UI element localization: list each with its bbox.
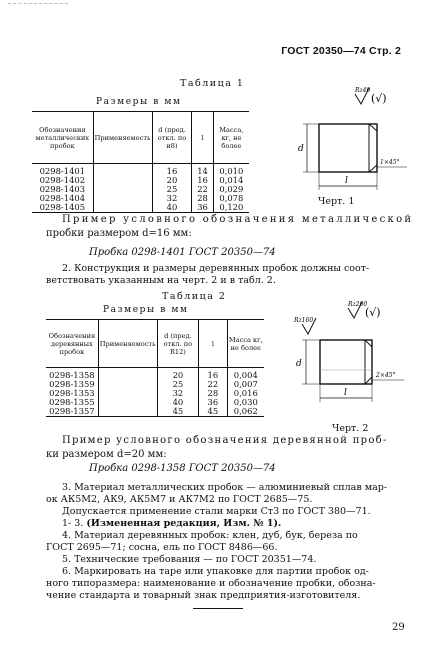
para2-line1: 2. Конструкция и размеры деревянных пробок должны соот- xyxy=(62,263,370,274)
table-cell xyxy=(98,398,157,407)
table-cell: 20 xyxy=(152,176,192,185)
table-cell: 40 xyxy=(157,398,198,407)
table-cell xyxy=(93,164,152,177)
table-cell: 0298-1402 xyxy=(39,175,86,185)
table-cell: 45 xyxy=(157,407,198,417)
table-cell: 0,010 xyxy=(213,164,249,177)
table1-col-name: Обозначения металлических пробок xyxy=(32,112,93,164)
table2-col-l: l xyxy=(199,320,227,368)
fig2-surface-sign: (√) xyxy=(365,306,381,319)
fig1-d-label: d xyxy=(298,144,304,154)
table-cell: 0,004 xyxy=(227,368,264,381)
table-cell: 0298-1353 xyxy=(49,388,95,398)
table-cell: 45 xyxy=(199,407,227,417)
para3-line2: ок АК5М2, АК9, АК5М7 и АК7М2 по ГОСТ 2685—75. xyxy=(46,494,313,505)
fig1-l-label: l xyxy=(345,176,348,186)
table-cell: 32 xyxy=(152,194,192,203)
para6-line1: 6. Маркировать на таре или упаковке для партии пробок од- xyxy=(62,566,369,577)
example1-designation: Пробка 0298-1401 ГОСТ 20350—74 xyxy=(89,247,276,258)
page-header: ГОСТ 20350—74 Стр. 2 xyxy=(281,45,401,57)
fig1-surface-mark: Rz40 xyxy=(355,87,371,94)
table2-caption: Таблица 2 xyxy=(162,291,227,302)
para-allow: Допускается применение стали марки Ст3 по ГОСТ 380—71. xyxy=(62,506,371,517)
table-cell: 0298-1405 xyxy=(32,203,93,213)
table-cell xyxy=(98,368,157,381)
table-cell xyxy=(98,389,157,398)
fig1-chamfer: 1×45° xyxy=(380,159,400,166)
table-cell xyxy=(93,194,152,203)
fig2-l-label: l xyxy=(344,388,347,398)
table-cell: 0,120 xyxy=(213,203,249,213)
table-cell: 36 xyxy=(192,203,213,213)
table-cell xyxy=(98,407,157,417)
para5: 5. Технические требования — по ГОСТ 20351—74. xyxy=(62,554,317,565)
scan-mark xyxy=(8,3,68,5)
table-cell: 0298-1357 xyxy=(46,407,98,417)
table-cell: 0298-1403 xyxy=(39,184,86,194)
table1-caption: Таблица 1 xyxy=(180,78,245,89)
table2-col-name: Обозначения деревянных пробок xyxy=(46,320,98,368)
table-cell: 0,030 xyxy=(227,398,264,407)
table-cell: 40 xyxy=(152,203,192,213)
fig2-d-label: d xyxy=(296,359,302,369)
fig1-caption: Черт. 1 xyxy=(318,196,355,207)
table-cell: 0,007 xyxy=(227,380,264,389)
table-cell xyxy=(93,176,152,185)
example1-line-b: пробки размером d=16 мм: xyxy=(46,228,192,239)
table1-col-d: d (пред. откл. по и8) xyxy=(152,112,192,164)
table2-header-row xyxy=(46,320,264,368)
table1-col-use: Применяемость xyxy=(93,112,152,164)
figure-2-drawing xyxy=(292,296,417,421)
table-cell: 25 xyxy=(152,185,192,194)
table-cell: 0,014 xyxy=(213,176,249,185)
table1-header-row xyxy=(32,112,249,164)
table-cell: 25 xyxy=(157,380,198,389)
table-cell: 0,029 xyxy=(213,185,249,194)
fig1-surface-sign: (√) xyxy=(371,92,387,105)
table-cell: 16 xyxy=(199,368,227,381)
para6-line2: ного типоразмера: наименование и обозначение пробки, обозна- xyxy=(46,578,376,589)
fig2-caption: Черт. 2 xyxy=(332,423,369,434)
table-cell: 0,016 xyxy=(227,389,264,398)
table-cell: 32 xyxy=(157,389,198,398)
table-cell xyxy=(98,380,157,389)
example2-designation: Пробка 0298-1358 ГОСТ 20350—74 xyxy=(89,463,276,474)
table-cell: 0298-1355 xyxy=(49,397,95,407)
revision-prefix: 1- 3. xyxy=(62,518,87,529)
example2-line-b: ки размером d=20 мм: xyxy=(46,449,167,460)
table1-col-mass: Масса, кг, не более xyxy=(213,112,249,164)
table1-subtitle: Размеры в мм xyxy=(96,97,182,107)
table-cell: 28 xyxy=(199,389,227,398)
table-cell: 14 xyxy=(192,164,213,177)
example1-line-a: Пример условного обозначения металлической xyxy=(62,214,414,225)
table1 xyxy=(32,111,249,213)
revision-note: (Измененная редакция, Изм. № 1). xyxy=(86,518,282,529)
page-number: 29 xyxy=(392,622,405,633)
table-row xyxy=(46,407,264,417)
table-cell: 22 xyxy=(199,380,227,389)
divider xyxy=(193,608,243,609)
table2-col-use: Применяемость xyxy=(98,320,157,368)
fig2-surface-mark-side: Rz160 xyxy=(294,317,314,324)
table-cell: 20 xyxy=(157,368,198,381)
fig2-surface-mark-top: Rz200 xyxy=(348,301,368,308)
figure-1-drawing xyxy=(285,82,410,204)
table-cell: 0298-1404 xyxy=(39,193,86,203)
para6-line3: чение стандарта и товарный знак предприятия-изготовителя. xyxy=(46,590,361,601)
table-cell: 0298-1358 xyxy=(49,370,95,380)
para-revision xyxy=(62,518,281,530)
table2-col-d: d (пред. откл. по R12) xyxy=(157,320,198,368)
example2-line-a: Пример условного обозначения деревянной проб- xyxy=(62,435,388,446)
table-cell xyxy=(93,203,152,213)
para4-line1: 4. Материал деревянных пробок: клен, дуб, бук, береза по xyxy=(62,530,358,541)
para2-line2: ветствовать указанным на черт. 2 и в табл. 2. xyxy=(46,275,276,286)
para4-line2: ГОСТ 2695—71; сосна, ель по ГОСТ 8486—66. xyxy=(46,542,278,553)
table2-subtitle: Размеры в мм xyxy=(103,305,189,315)
table-cell: 22 xyxy=(192,185,213,194)
table-cell: 0,078 xyxy=(213,194,249,203)
table1-col-l: l xyxy=(192,112,213,164)
table-row xyxy=(32,203,249,213)
table-cell: 36 xyxy=(199,398,227,407)
table2-col-mass: Масса кг, не более xyxy=(227,320,264,368)
para3-line1: 3. Материал металлических пробок — алюминиевый сплав мар- xyxy=(62,482,388,493)
table-cell: 16 xyxy=(192,176,213,185)
table2 xyxy=(46,319,264,417)
table-cell: 16 xyxy=(152,164,192,177)
table-cell: 0298-1401 xyxy=(39,166,86,176)
fig2-chamfer: 2×45° xyxy=(376,372,396,379)
table-cell: 0,062 xyxy=(227,407,264,417)
table-cell xyxy=(93,185,152,194)
table-cell: 28 xyxy=(192,194,213,203)
table-cell: 0298-1359 xyxy=(49,379,95,389)
